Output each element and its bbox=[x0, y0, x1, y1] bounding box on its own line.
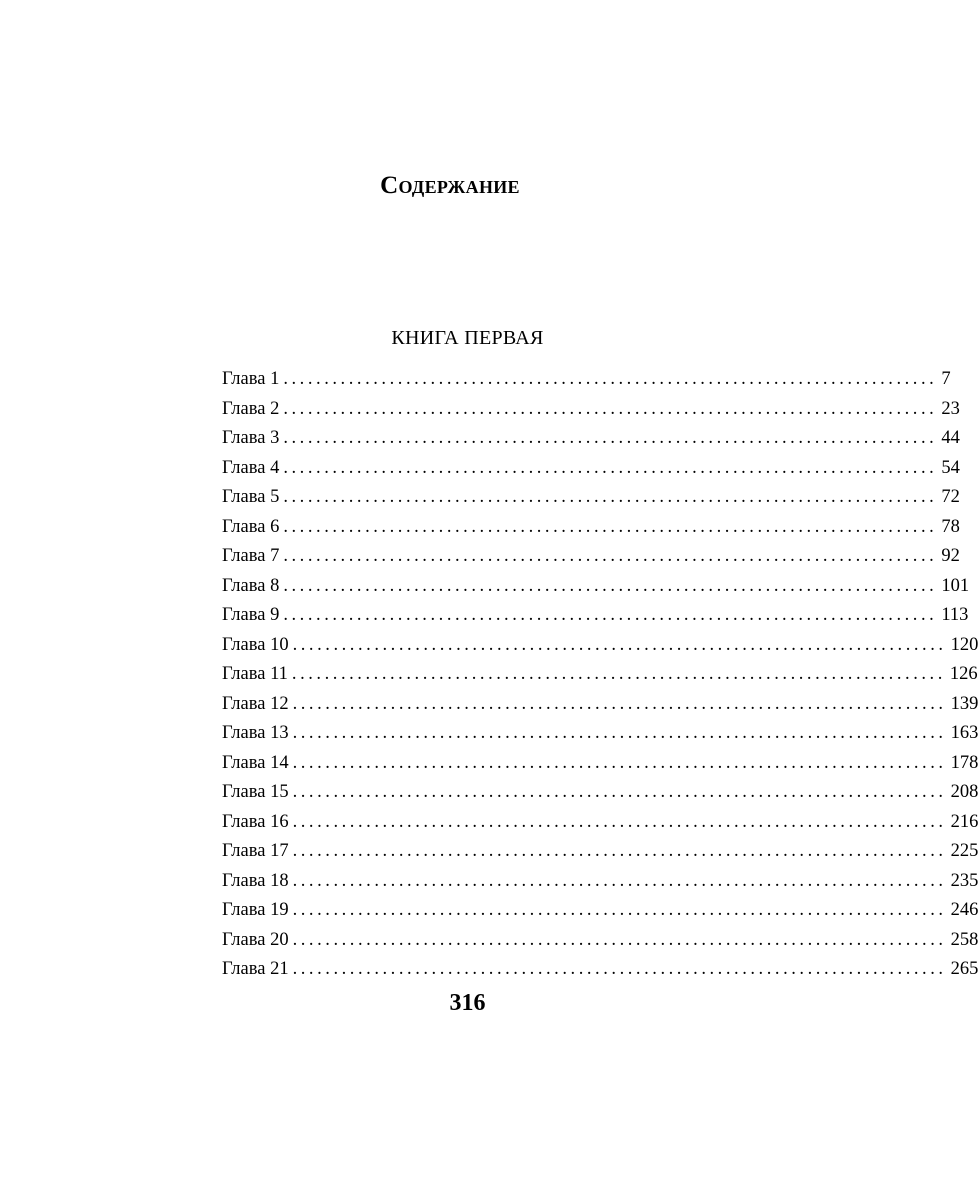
toc-entry-label: Глава 6 bbox=[222, 516, 280, 537]
toc-entry[interactable] bbox=[222, 542, 960, 572]
toc-entry-label: Глава 13 bbox=[222, 723, 289, 743]
toc-leader: ................................................................................ bbox=[292, 870, 947, 891]
toc-leader: ................................................................................ bbox=[292, 900, 947, 920]
toc-entry-page: 258 bbox=[950, 929, 978, 950]
toc-leader: ................................................................................ bbox=[292, 723, 947, 743]
toc-leader: ................................................................................ bbox=[292, 634, 947, 655]
toc-leader: ................................................................................ bbox=[283, 457, 938, 478]
toc-entry-page: 54 bbox=[941, 457, 960, 478]
toc-entry-label: Глава 12 bbox=[222, 693, 289, 714]
toc-leader: ................................................................................ bbox=[283, 575, 938, 596]
toc-entry-label: Глава 4 bbox=[222, 457, 280, 478]
toc-entry-page: 208 bbox=[950, 782, 978, 802]
toc-entry-label: Глава 2 bbox=[222, 398, 280, 419]
toc-entry-label: Глава 3 bbox=[222, 428, 280, 448]
page-title: Содержание bbox=[380, 172, 520, 199]
toc-entry[interactable] bbox=[222, 749, 978, 779]
toc-entry-label: Глава 9 bbox=[222, 605, 280, 625]
toc-entry-label: Глава 10 bbox=[222, 634, 289, 655]
toc-entry[interactable] bbox=[222, 572, 970, 602]
toc-entry-label: Глава 14 bbox=[222, 752, 289, 773]
toc-entry-label: Глава 11 bbox=[222, 664, 288, 684]
toc-entry-page: 235 bbox=[950, 870, 978, 891]
page-number: 316 bbox=[449, 990, 486, 1016]
toc-entry[interactable] bbox=[222, 660, 978, 690]
toc-entry[interactable] bbox=[222, 719, 978, 749]
toc-entry-page: 139 bbox=[950, 693, 978, 714]
toc-leader: ................................................................................ bbox=[292, 752, 947, 773]
toc-entry-label: Глава 19 bbox=[222, 900, 289, 920]
toc-entry-page: 44 bbox=[941, 428, 960, 448]
toc-entry-page: 78 bbox=[941, 516, 960, 537]
toc-entry[interactable] bbox=[222, 424, 960, 454]
toc-entry-label: Глава 21 bbox=[222, 959, 289, 979]
toc-entry-page: 120 bbox=[950, 634, 978, 655]
toc-leader: ................................................................................ bbox=[291, 664, 946, 684]
toc-entry[interactable] bbox=[222, 631, 978, 661]
section-heading: КНИГА ПЕРВАЯ bbox=[391, 327, 544, 349]
toc-entry-label: Глава 1 bbox=[222, 369, 280, 389]
toc-entry-label: Глава 5 bbox=[222, 487, 280, 507]
toc-entry-page: 225 bbox=[950, 841, 978, 861]
toc-entry-page: 126 bbox=[949, 664, 978, 684]
toc-entry-label: Глава 20 bbox=[222, 929, 289, 950]
toc-entry-page: 163 bbox=[950, 723, 978, 743]
toc-entry-page: 7 bbox=[941, 369, 951, 389]
toc-entry[interactable] bbox=[222, 926, 978, 956]
toc-entry[interactable] bbox=[222, 896, 978, 926]
toc-leader: ................................................................................ bbox=[283, 516, 938, 537]
toc-leader: ................................................................................ bbox=[283, 428, 938, 448]
toc-entry[interactable] bbox=[222, 867, 978, 897]
toc-entry-label: Глава 18 bbox=[222, 870, 289, 891]
toc-entry[interactable] bbox=[222, 955, 978, 985]
toc-entry-page: 72 bbox=[941, 487, 960, 507]
toc-entry[interactable] bbox=[222, 513, 960, 543]
toc-leader: ................................................................................ bbox=[283, 546, 938, 566]
toc-entry[interactable] bbox=[222, 808, 978, 838]
toc-entry[interactable] bbox=[222, 690, 978, 720]
toc-entry[interactable] bbox=[222, 395, 960, 425]
toc-entry-label: Глава 7 bbox=[222, 546, 280, 566]
toc-leader: ................................................................................ bbox=[292, 782, 947, 802]
toc-leader: ................................................................................ bbox=[283, 605, 938, 625]
toc-entry[interactable] bbox=[222, 454, 960, 484]
toc-leader: ................................................................................ bbox=[292, 693, 947, 714]
toc-entry[interactable] bbox=[222, 778, 978, 808]
toc-entry[interactable] bbox=[222, 483, 960, 513]
toc-entry-page: 23 bbox=[941, 398, 960, 419]
toc-entry-label: Глава 8 bbox=[222, 575, 280, 596]
toc-entry-page: 92 bbox=[941, 546, 960, 566]
toc-leader: ................................................................................ bbox=[292, 959, 947, 979]
toc-entry-page: 101 bbox=[941, 575, 970, 596]
toc-leader: ................................................................................ bbox=[292, 811, 947, 832]
toc-entry[interactable] bbox=[222, 837, 978, 867]
toc-entry-page: 265 bbox=[950, 959, 978, 979]
toc-leader: ................................................................................ bbox=[292, 929, 947, 950]
toc-leader: ................................................................................ bbox=[283, 369, 938, 389]
toc-entry-page: 246 bbox=[950, 900, 978, 920]
toc-entry-page: 178 bbox=[950, 752, 978, 773]
table-of-contents bbox=[222, 365, 978, 985]
toc-entry-label: Глава 17 bbox=[222, 841, 289, 861]
toc-leader: ................................................................................ bbox=[283, 398, 938, 419]
toc-entry-page: 113 bbox=[941, 605, 969, 625]
toc-entry-label: Глава 16 bbox=[222, 811, 289, 832]
toc-entry-page: 216 bbox=[950, 811, 978, 832]
toc-entry[interactable] bbox=[222, 601, 969, 631]
toc-leader: ................................................................................ bbox=[292, 841, 947, 861]
toc-leader: ................................................................................ bbox=[283, 487, 938, 507]
toc-entry-label: Глава 15 bbox=[222, 782, 289, 802]
toc-entry[interactable] bbox=[222, 365, 951, 395]
